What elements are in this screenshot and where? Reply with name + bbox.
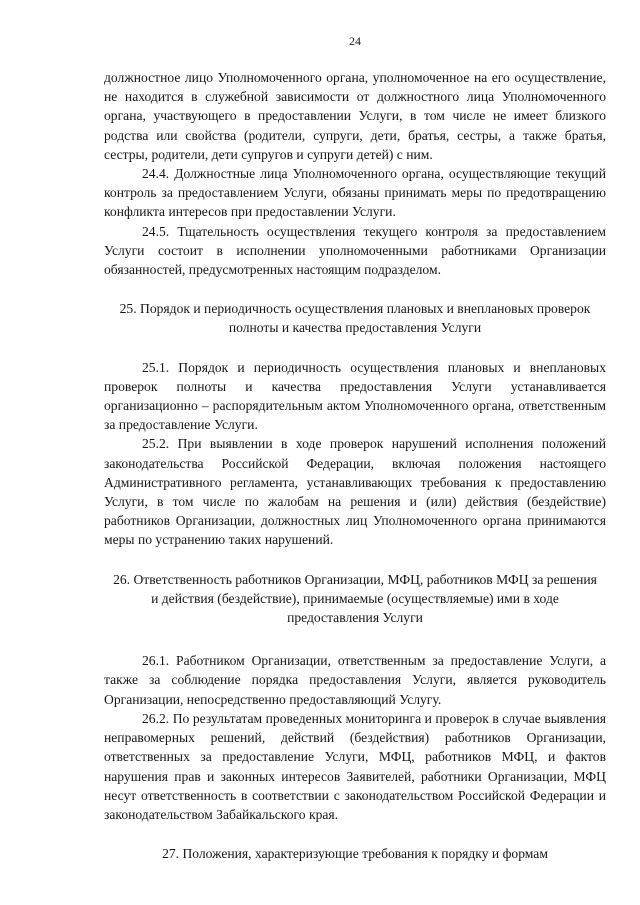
paragraph-25-1: 25.1. Порядок и периодичность осуществления плановых и внеплановых проверок полноты и качества предоставления Услуги устанавливается организационно – распорядительным актом Уполномоченного органа, ответственным за предоставление Услуги.: [104, 359, 606, 433]
paragraph-continuation: должностное лицо Уполномоченного органа, уполномоченное на его осуществление, не находится в служебной зависимости от должностного лица Уполномоченного органа, участвующего в предоставлении Услуги, в том числе не имеет близкого родства или свойства (родители, супруги, дети, братья, сестры, а также братья, сестры, родители, дети супругов и супруги детей) с ним.: [104, 70, 606, 162]
section-heading-26: 26. Ответственность работников Организации, МФЦ, работников МФЦ за решения и действия (бездействие), принимаемые (осуществляемые) ими в ходе предоставления Услуги: [113, 571, 597, 626]
paragraph-24-4: 24.4. Должностные лица Уполномоченного органа, осуществляющие текущий контроль за предоставлением Услуги, обязаны принимать меры по предотвращению конфликта интересов при предоставлении Услуги.: [104, 166, 606, 220]
paragraph-25-2: 25.2. При выявлении в ходе проверок нарушений исполнения положений законодательства Российской Федерации, включая положения настоящего Административного регламента, устанавливающих требования к предоставлению Услуги, в том числе по жалобам на решения и (или) действия (бездействие) работников Организации, должностных лиц Уполномоченного органа принимаются меры по устранению таких нарушений.: [104, 436, 606, 548]
section-heading-27: 27. Положения, характеризующие требования к порядку и формам: [162, 846, 548, 862]
page-number: 24: [349, 34, 361, 48]
paragraph-26-2: 26.2. По результатам проведенных мониторинга и проверок в случае выявления неправомерных решений, действий (бездействия) работников Организации, ответственных за предоставление Услуги, МФЦ, работников МФЦ, и фактов нарушения прав и законных интересов Заявителей, работники Организации, МФЦ несут ответственность в соответствии с законодательством Российской Федерации и законодательством Забайкальского края.: [104, 710, 606, 822]
section-heading-25: 25. Порядок и периодичность осуществления плановых и внеплановых проверок полноты и качества предоставления Услуги: [119, 301, 591, 336]
paragraph-24-5: 24.5. Тщательность осуществления текущего контроля за предоставлением Услуги состоит в исполнении уполномоченными работниками Организации обязанностей, предусмотренных настоящим подразделом.: [104, 223, 606, 278]
paragraph-26-1: 26.1. Работником Организации, ответственным за предоставление Услуги, а также за соблюдение порядка предоставления Услуги, является руководитель Организации, непосредственно предоставляющий Услугу.: [104, 653, 606, 707]
